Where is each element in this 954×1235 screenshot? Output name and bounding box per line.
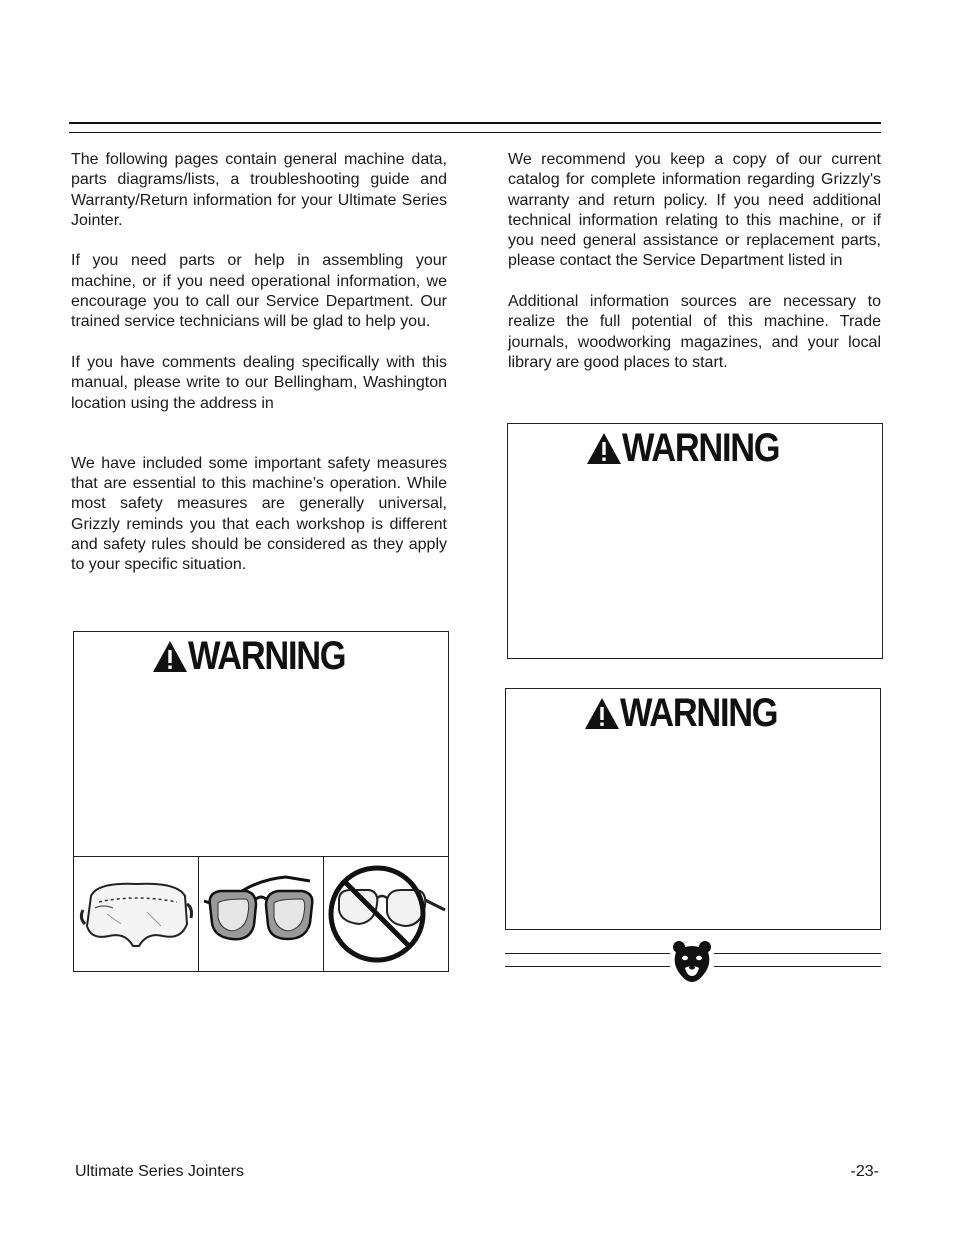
- warning-title: WARNING: [187, 634, 345, 678]
- left-column: [71, 150, 447, 596]
- paragraph: Additional information sources are necessary to realize the full potential of this machine. Trade journals, woodworking magazines, and your local library are good places to start.: [508, 293, 881, 371]
- warning-triangle-icon: [152, 640, 188, 673]
- warning-title: WARNING: [619, 691, 777, 735]
- eyewear-cell: [324, 857, 448, 971]
- page-number: -23-: [850, 1163, 879, 1180]
- eyewear-cell: [74, 857, 199, 971]
- warning-triangle-icon: [586, 432, 622, 465]
- warning-header: [74, 636, 448, 676]
- warning-header: [508, 428, 882, 468]
- paragraph: We recommend you keep a copy of our current catalog for complete information regarding Grizzly's warranty and return policy. If you need additional technical information relating to this machine, or if you need general assistance or replacement parts, please contact the Service Department listed in: [508, 151, 881, 270]
- paragraph: If you have comments dealing specifically with this manual, please write to our Bellingham, Washington location using the address in: [71, 353, 447, 412]
- eyewear-images: [74, 857, 448, 971]
- header-rule-thin: [69, 132, 881, 133]
- warning-triangle-icon: [584, 697, 620, 730]
- side-shield-glasses-icon: [202, 869, 320, 959]
- grizzly-bear-logo-icon: [670, 938, 714, 984]
- warning-box-bottom-right: [505, 688, 881, 930]
- warning-title: WARNING: [621, 426, 779, 470]
- footer-title: Ultimate Series Jointers: [75, 1163, 244, 1180]
- warning-box-top-right: [507, 423, 883, 659]
- paragraph: We have included some important safety measures that are essential to this machine’s operation. While most safety measures are generally universal, Grizzly reminds you that each workshop is different and safety rules should be considered as they apply to your specific situation.: [71, 454, 447, 574]
- warning-box-eyewear: [73, 631, 449, 972]
- prohibited-glasses-icon: [325, 860, 447, 968]
- warning-header: [506, 693, 880, 733]
- paragraph: If you need parts or help in assembling your machine, or if you need operational information, we encourage you to call our Service Department. Our trained service technicians will be glad to help you.: [71, 252, 447, 331]
- header-rule: [69, 122, 881, 124]
- safety-goggles-icon: [77, 874, 195, 954]
- eyewear-cell: [199, 857, 324, 971]
- right-column: [508, 150, 881, 394]
- paragraph: The following pages contain general machine data, parts diagrams/lists, a troubleshooting guide and Warranty/Return information for your Ultimate Series Jointer.: [71, 151, 447, 229]
